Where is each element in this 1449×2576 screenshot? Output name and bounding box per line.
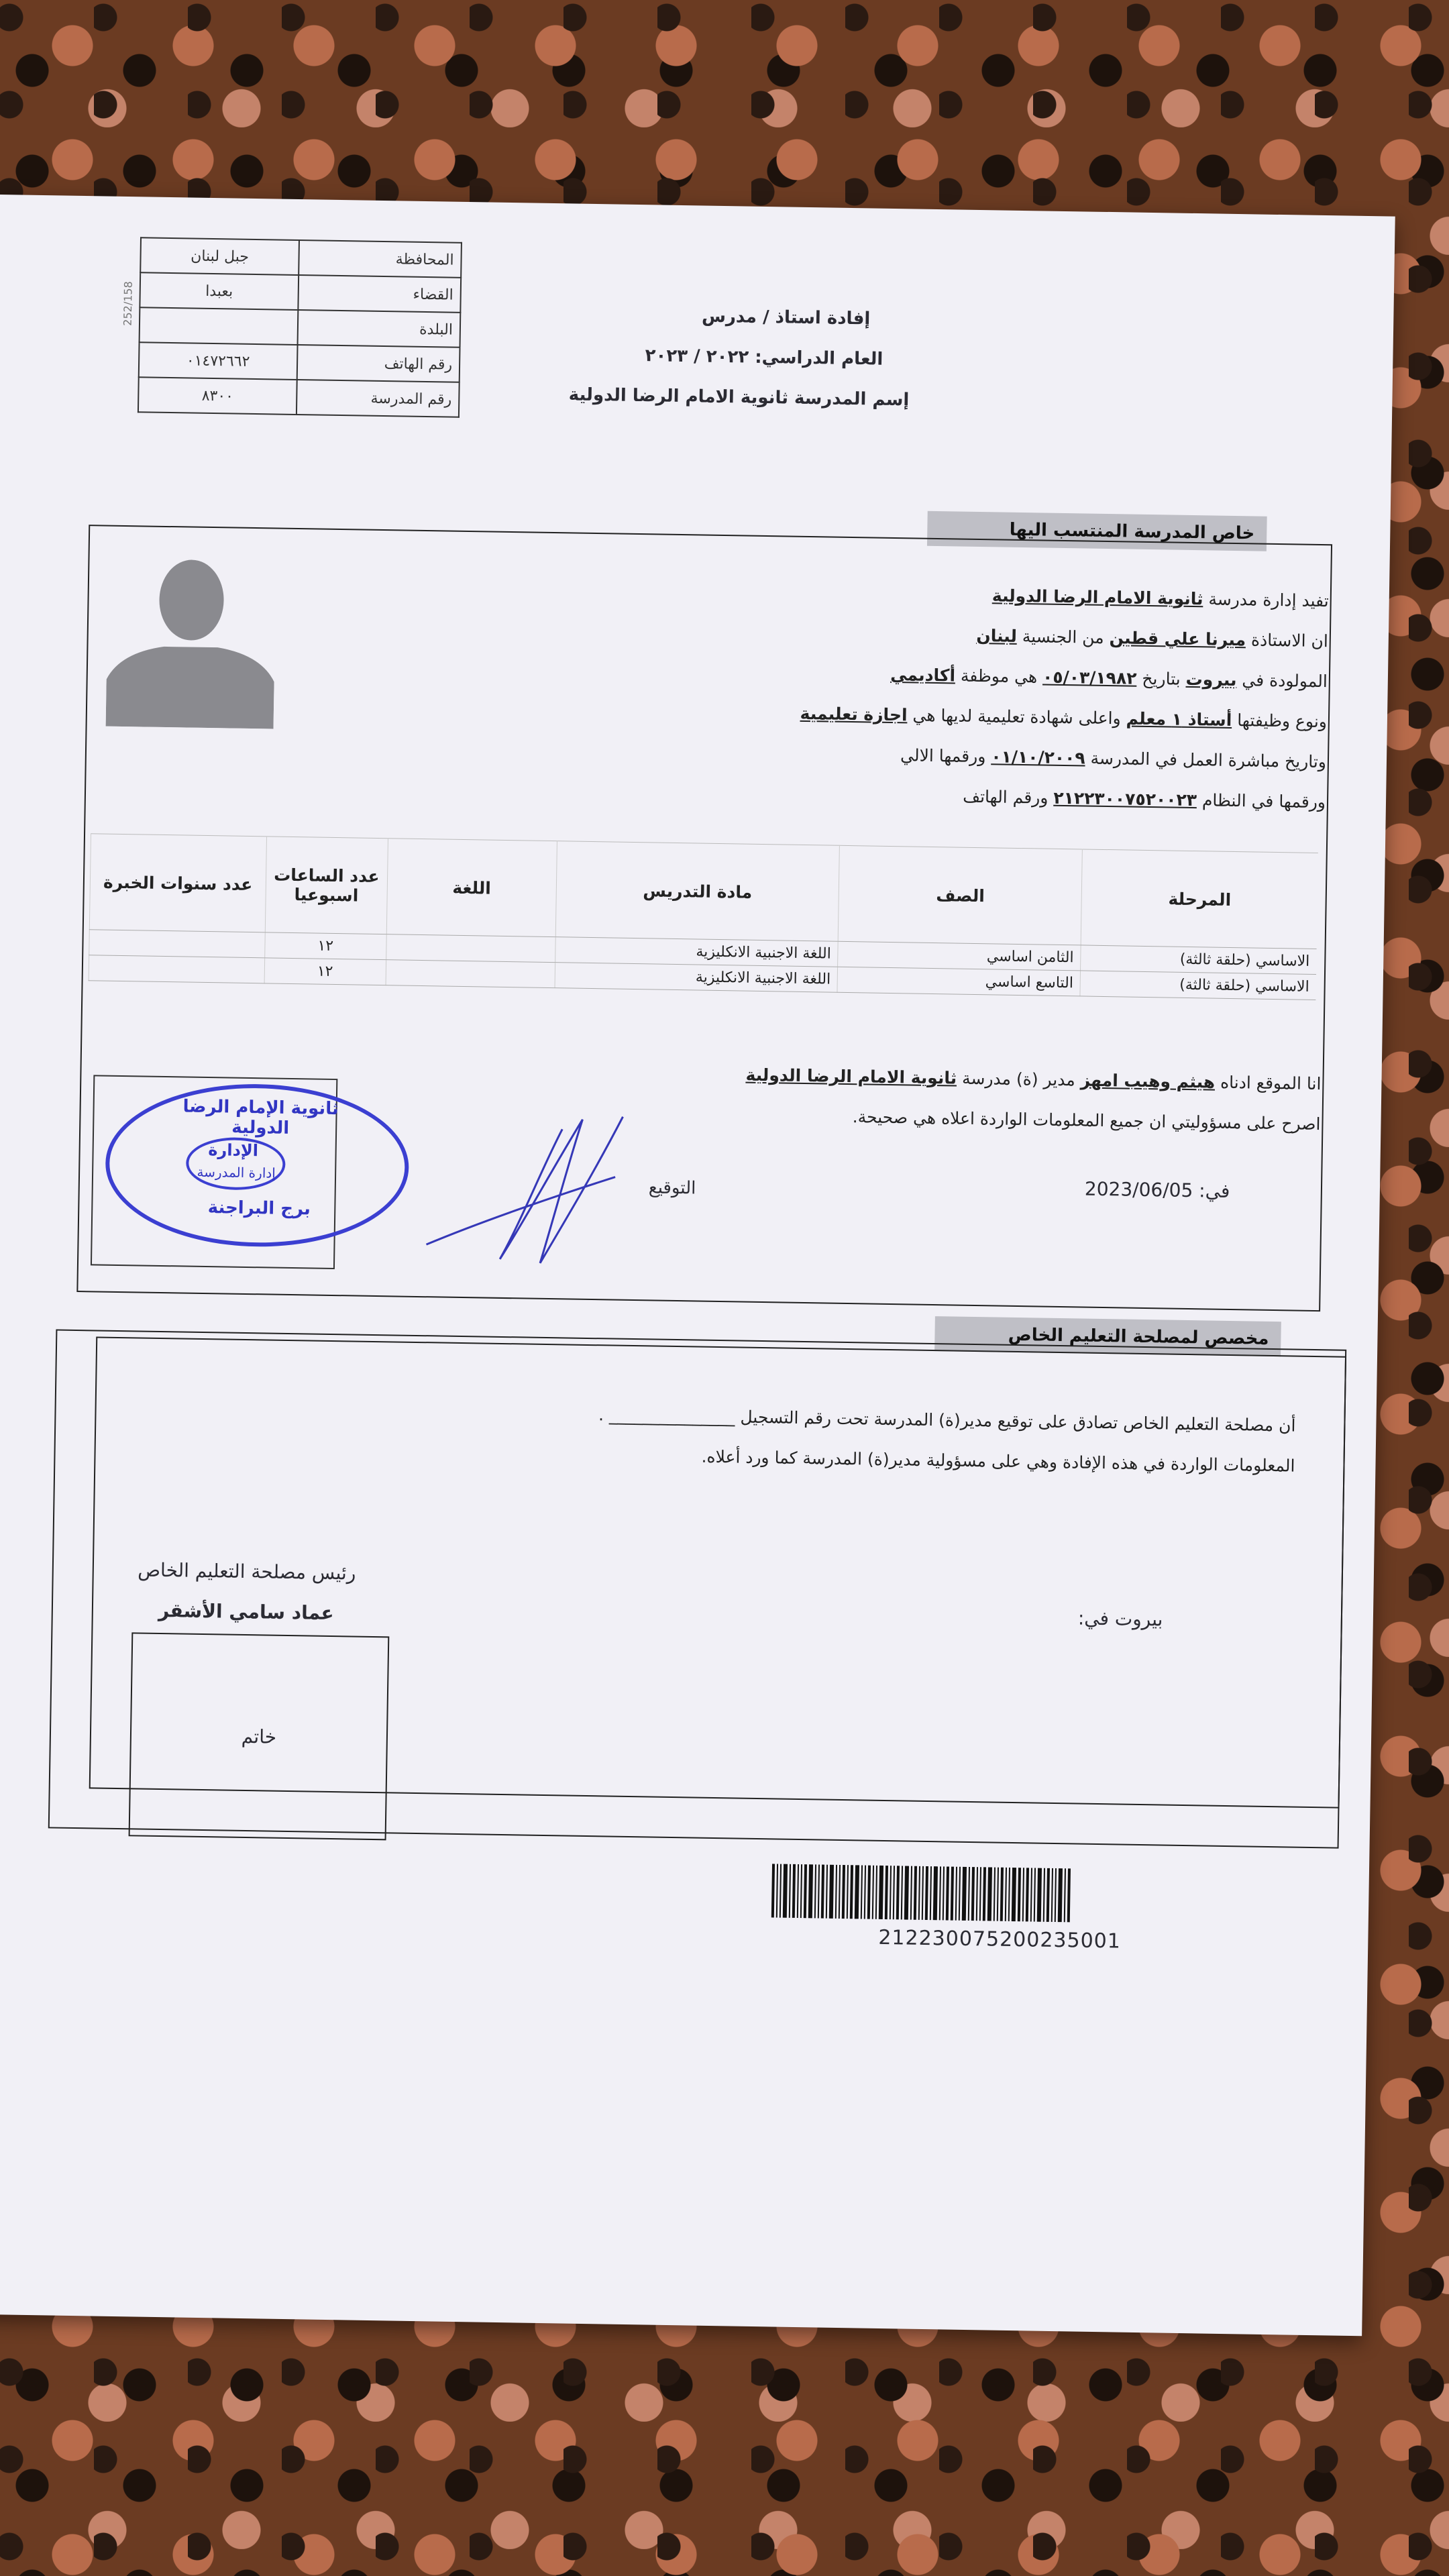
seal-label: خاتم xyxy=(241,1725,277,1748)
barcode-bar xyxy=(850,1865,853,1919)
barcode-bar xyxy=(910,1866,912,1920)
barcode-bar xyxy=(847,1865,849,1919)
declaration-line-2: اصرح على مسؤوليتي ان جميع المعلومات الواردة اعلاه هي صحيحة. xyxy=(852,1107,1321,1134)
barcode-bar xyxy=(808,1864,813,1918)
barcode-bar xyxy=(1058,1868,1063,1922)
barcode-bar xyxy=(800,1864,802,1918)
barcode-bar xyxy=(872,1866,874,1919)
statement-line-5: وتاريخ مباشرة العمل في المدرسة ٠١/١٠/٢٠٠٩ ورقمها الالي xyxy=(900,745,1327,772)
barcode-bar xyxy=(1043,1868,1045,1922)
barcode-bar xyxy=(933,1866,938,1920)
barcode xyxy=(771,1864,1073,1922)
statement-line-2: ان الاستاذة ميرنا علي قطين من الجنسية لبنان xyxy=(976,625,1329,651)
statement-line-1: تفيد إدارة مدرسة ثانوية الامام الرضا الدولية xyxy=(991,586,1329,611)
barcode-bar xyxy=(893,1866,895,1919)
barcode-bar xyxy=(1051,1868,1053,1922)
barcode-bar xyxy=(1046,1868,1050,1922)
barcode-bar xyxy=(835,1865,837,1919)
table-row: الاساسي (حلقة ثالثة) الثامن اساسي اللغة الاجنبية الانكليزية ١٢ xyxy=(89,930,1317,975)
barcode-bar xyxy=(875,1866,877,1919)
barcode-bar xyxy=(864,1866,866,1919)
barcode-bar xyxy=(901,1866,903,1919)
barcode-bar xyxy=(979,1867,981,1921)
barcode-bar xyxy=(792,1864,796,1918)
barcode-bar xyxy=(789,1864,791,1918)
beirut-date-label: بيروت في: xyxy=(1077,1607,1163,1631)
statement-line-6: ورقمها في النظام ٢١٢٢٣٠٠٧٥٢٠٠٢٣ ورقم الهاتف xyxy=(962,786,1326,812)
school-name: إسم المدرسة ثانوية الامام الرضا الدولية xyxy=(568,384,910,411)
barcode-bar xyxy=(855,1865,859,1919)
barcode-bar xyxy=(959,1867,961,1921)
barcode-bar xyxy=(839,1865,841,1919)
section-title-school: خاص المدرسة المنتسب اليها xyxy=(927,511,1267,551)
person-photo-icon xyxy=(106,552,276,729)
barcode-bar xyxy=(826,1865,828,1919)
declaration-date: في: 2023/06/05 xyxy=(1084,1177,1230,1202)
head-title: رئيس مصلحة التعليم الخاص xyxy=(137,1558,356,1585)
signature-icon xyxy=(419,1100,637,1278)
barcode-bar xyxy=(1022,1868,1024,1921)
barcode-bar xyxy=(776,1864,778,1917)
seal-box xyxy=(129,1632,390,1840)
barcode-bar xyxy=(914,1866,917,1920)
barcode-bar xyxy=(994,1868,996,1921)
head-name: عماد سامي الأشقر xyxy=(158,1599,334,1625)
barcode-bar xyxy=(976,1867,978,1921)
barcode-bar xyxy=(1037,1868,1042,1922)
barcode-bar xyxy=(971,1867,975,1921)
table-row: البلدة xyxy=(140,307,461,347)
barcode-bar xyxy=(1064,1868,1066,1922)
barcode-bar xyxy=(930,1866,932,1920)
barcode-bar xyxy=(943,1866,945,1920)
section-title-private-education: مخصص لمصلحة التعليم الخاص xyxy=(934,1316,1281,1356)
table-row: رقم المدرسة ٨٣٠٠ xyxy=(138,377,460,417)
barcode-bar xyxy=(771,1864,775,1917)
barcode-bar xyxy=(1005,1868,1007,1921)
barcode-bar xyxy=(918,1866,920,1920)
barcode-bar xyxy=(861,1865,863,1919)
barcode-bar xyxy=(818,1864,820,1918)
table-row: القضاء بعبدا xyxy=(140,272,461,313)
table-header-row: المرحلة الصف مادة التدريس اللغة عدد الساعات اسبوعيا عدد سنوات الخبرة xyxy=(89,834,1318,949)
barcode-bar xyxy=(1008,1868,1010,1921)
barcode-bar xyxy=(821,1865,824,1919)
barcode-bar xyxy=(968,1867,970,1921)
barcode-bar xyxy=(987,1867,992,1921)
barcode-bar xyxy=(804,1864,807,1918)
side-id: 252/158 xyxy=(121,281,135,326)
barcode-bar xyxy=(983,1867,986,1921)
barcode-bar xyxy=(925,1866,928,1920)
document-page xyxy=(0,195,1395,2336)
barcode-bar xyxy=(896,1866,900,1919)
barcode-bar xyxy=(904,1866,909,1919)
barcode-bar xyxy=(1026,1868,1029,1921)
barcode-bar xyxy=(951,1867,954,1921)
doc-title: إفادة استاذ / مدرس xyxy=(701,306,871,329)
barcode-bar xyxy=(797,1864,799,1918)
barcode-bar xyxy=(780,1864,782,1918)
barcode-bar xyxy=(1067,1868,1071,1922)
school-year: العام الدراسي: ٢٠٢٢ / ٢٠٢٣ xyxy=(645,345,883,370)
stamp-line-3: إدارة المدرسة xyxy=(197,1163,276,1181)
barcode-number: 212230075200235001 xyxy=(878,1925,1122,1953)
barcode-bar xyxy=(955,1867,957,1921)
table-row: الاساسي (حلقة ثالثة) التاسع اساسي اللغة الاجنبية الانكليزية ١٢ xyxy=(89,955,1316,1000)
location-info-table xyxy=(138,237,462,418)
barcode-bar xyxy=(946,1866,949,1920)
barcode-bar xyxy=(783,1864,788,1918)
barcode-bar xyxy=(1000,1868,1004,1921)
barcode-bar xyxy=(922,1866,924,1920)
barcode-bar xyxy=(1055,1868,1057,1922)
teaching-table xyxy=(89,833,1318,1000)
approval-paragraph-1: أن مصلحة التعليم الخاص تصادق على توقيع مدير(ة) المدرسة تحت رقم التسجيل _______________ . xyxy=(598,1405,1296,1436)
barcode-bar xyxy=(1012,1868,1016,1921)
barcode-bar xyxy=(867,1866,871,1919)
barcode-bar xyxy=(879,1866,883,1919)
barcode-bar xyxy=(842,1865,845,1919)
table-row: رقم الهاتف ٠١٤٧٢٦٦٢ xyxy=(139,342,460,382)
barcode-bar xyxy=(962,1867,967,1921)
stamp-line-2: الإدارة xyxy=(208,1140,259,1161)
signature-label: التوقيع xyxy=(648,1177,696,1199)
barcode-bar xyxy=(1034,1868,1036,1922)
statement-line-3: المولودة في بيروت بتاريخ ٠٥/٠٣/١٩٨٢ هي موظفة أكاديمي xyxy=(890,664,1328,692)
barcode-bar xyxy=(814,1864,816,1918)
barcode-bar xyxy=(890,1866,892,1919)
stamp-line-1: ثانوية الإمام الرضا الدولية xyxy=(182,1096,339,1138)
barcode-bar xyxy=(885,1866,888,1919)
barcode-bar xyxy=(997,1868,999,1921)
barcode-bar xyxy=(1030,1868,1032,1921)
barcode-bar xyxy=(829,1865,834,1919)
stamp-line-4: برج البراجنة xyxy=(207,1197,311,1220)
table-row: المحافظة جبل لبنان xyxy=(140,237,462,278)
barcode-bar xyxy=(1018,1868,1021,1921)
statement-line-4: ونوع وظيفتها أستاذ ١ معلم واعلى شهادة تعليمية لديها هي اجازة تعليمية xyxy=(800,703,1328,732)
barcode-bar xyxy=(939,1866,941,1920)
approval-paragraph-2: المعلومات الواردة في هذه الإفادة وهي على مسؤولية مدير(ة) المدرسة كما ورد أعلاه. xyxy=(701,1446,1295,1476)
declaration-line-1: انا الموقع ادناه هيثم وهيب امهز مدير (ة) مدرسة ثانوية الامام الرضا الدولية xyxy=(745,1065,1322,1094)
